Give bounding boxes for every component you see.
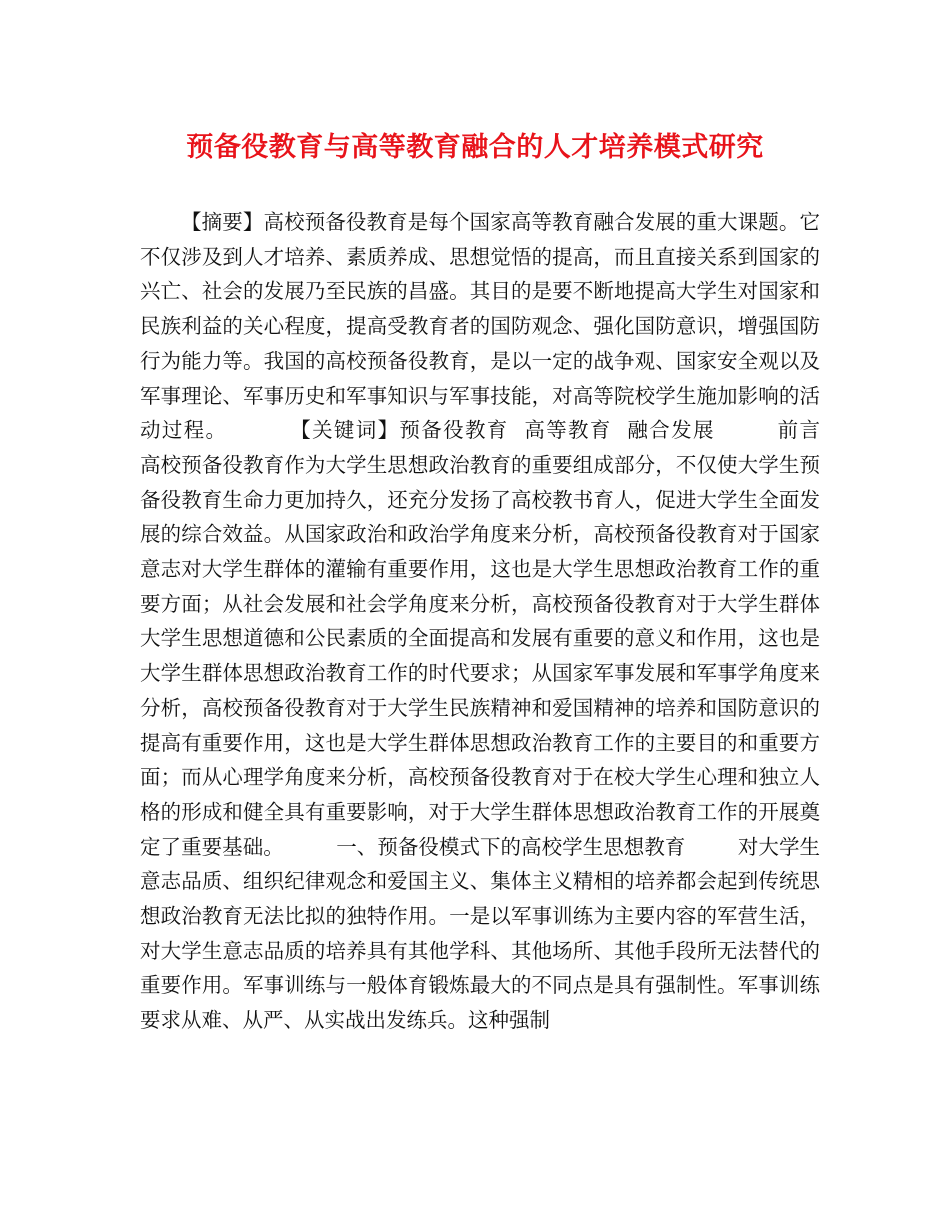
document-title: 预备役教育与高等教育融合的人才培养模式研究 [186,132,764,163]
document-body: 【摘要】高校预备役教育是每个国家高等教育融合发展的重大课题。它不仅涉及到人才培养、素质养成、思想觉悟的提高，而且直接关系到国家的兴亡、社会的发展乃至民族的昌盛。其目的是要不断地提高大学生对国家和民族利益的关心程度，提高受教育者的国防观念、强化国防意识，增强国防行为能力等。我国的高校预备役教育，是以一定的战争观、国家安全观以及军事理论、军事历史和军事知识与军事技能，对高等院校学生施加影响的活动过程。 【关键词】预备役教育 高等教育 融合发展 前言 高校预备役教育作为大学生思想政治教育的重要组成部分，不仅使大学生预备役教育生命力更加持久，还充分发扬了高校教书育人，促进大学生全面发展的综合效益。从国家政治和政治学角度来分析，高校预备役教育对于国家意志对大学生群体的灌输有重要作用，这也是大学生思想政治教育工作的重要方面；从社会发展和社会学角度来分析，高校预备役教育对于大学生群体大学生思想道德和公民素质的全面提高和发展有重要的意义和作用，这也是大学生群体思想政治教育工作的时代要求；从国家军事发展和军事学角度来分析，高校预备役教育对于大学生民族精神和爱国精神的培养和国防意识的提高有重要作用，这也是大学生群体思想政治教育工作的主要目的和重要方面；而从心理学角度来分析，高校预备役教育对于在校大学生心理和独立人格的形成和健全具有重要影响，对于大学生群体思想政治教育工作的开展奠定了重要基础。 一、预备役模式下的高校学生思想教育 对大学生意志品质、组织纪律观念和爱国主义、集体主义精相的培养都会起到传统思想政治教育无法比拟的独特作用。一是以军事训练为主要内容的军营生活，对大学生意志品质的培养具有其他学科、其他场所、其他手段所无法替代的重要作用。军事训练与一般体育锻炼最大的不同点是具有强制性。军事训练要求从难、从严、从实战出发练兵。这种强制 [140,210,873,1033]
